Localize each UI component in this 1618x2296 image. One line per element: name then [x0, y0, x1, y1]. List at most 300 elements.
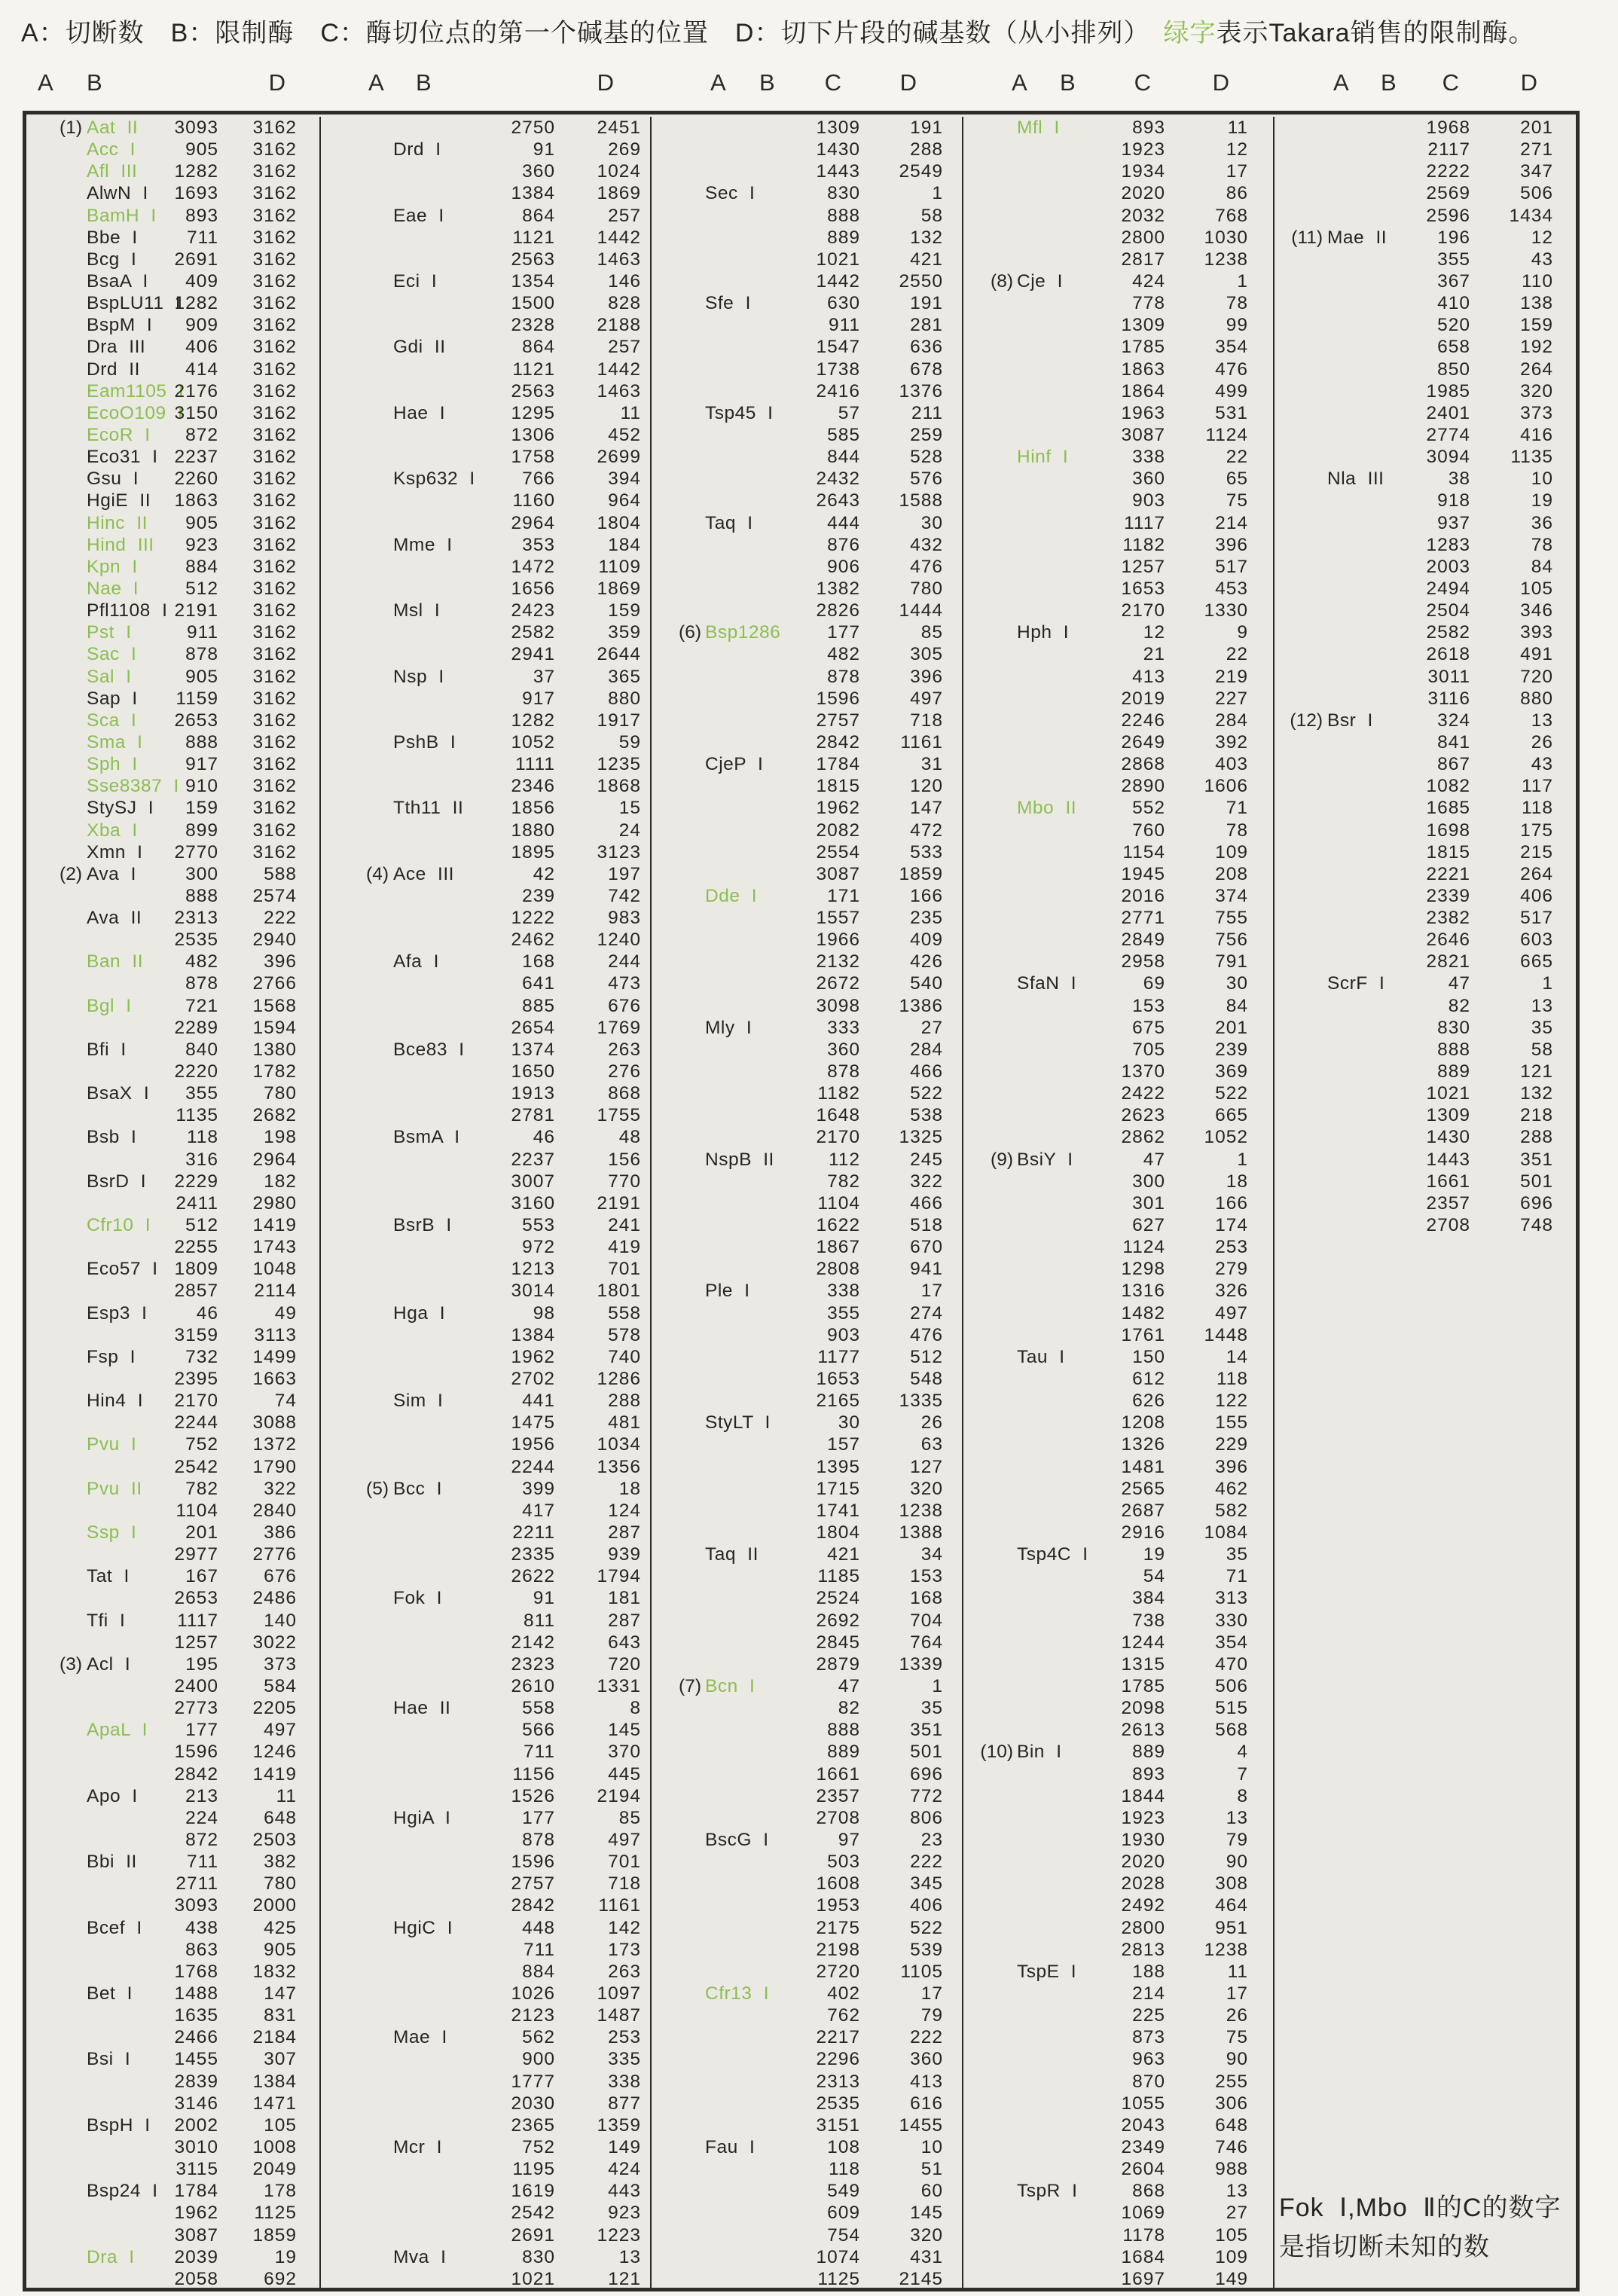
fragment-size: 241 — [608, 1215, 641, 1236]
fragment-size: 10 — [1531, 469, 1553, 490]
cut-position: 893 — [1132, 118, 1165, 138]
enzyme-row — [1275, 600, 1577, 621]
cut-position: 324 — [1437, 710, 1470, 731]
cut-position: 754 — [827, 2224, 860, 2246]
enzyme-name: Bsp24 I — [87, 2181, 158, 2202]
enzyme-name: BsaA I — [87, 270, 148, 292]
fragment-size: 643 — [608, 1632, 641, 1653]
cut-position: 2542 — [174, 1456, 218, 1477]
fragment-size: 696 — [910, 1763, 943, 1785]
fragment-size: 746 — [1215, 2136, 1248, 2157]
cut-position: 1124 — [1122, 1237, 1165, 1258]
fragment-size: 1238 — [899, 1500, 943, 1521]
cut-position: 2817 — [1121, 249, 1165, 270]
cut-position: 2842 — [816, 731, 860, 753]
enzyme-row — [321, 1565, 652, 1587]
fragment-size: 424 — [608, 2159, 641, 2180]
fragment-size: 1859 — [899, 863, 943, 884]
cut-position: 91 — [533, 139, 555, 160]
cut-position: 1815 — [816, 776, 860, 797]
enzyme-name: Nsp I — [393, 666, 444, 687]
cut-position: 909 — [185, 315, 218, 336]
fragment-size: 1246 — [252, 1742, 297, 1763]
enzyme-row — [321, 336, 652, 358]
fragment-size: 1794 — [597, 1566, 641, 1587]
cut-position: 1962 — [511, 1346, 555, 1367]
fragment-size: 124 — [608, 1500, 641, 1521]
enzyme-row — [963, 1829, 1275, 1851]
fragment-size: 17 — [1226, 161, 1248, 182]
enzyme-name: Eco31 I — [87, 447, 158, 468]
cut-position: 1785 — [1121, 1675, 1165, 1696]
enzyme-name: Drd I — [393, 139, 441, 160]
enzyme-name: Xmn I — [87, 841, 143, 863]
enzyme-row — [26, 1346, 319, 1368]
enzyme-name: Nae I — [87, 578, 139, 599]
enzyme-row — [321, 1763, 652, 1785]
enzyme-row — [26, 1785, 319, 1807]
cut-position: 1804 — [816, 1522, 860, 1543]
fragment-size: 770 — [608, 1171, 641, 1192]
enzyme-name: Hinc II — [87, 512, 148, 533]
fragment-size: 35 — [1226, 1544, 1248, 1565]
enzyme-name: Sal I — [87, 666, 132, 687]
fragment-size: 142 — [608, 1917, 641, 1938]
cut-position: 867 — [1437, 754, 1470, 775]
cut-position: 1844 — [1121, 1785, 1165, 1806]
fragment-size: 1782 — [252, 1061, 297, 1082]
fragment-size: 26 — [920, 1412, 943, 1433]
cut-position: 2857 — [174, 1281, 218, 1302]
cut-position: 42 — [533, 863, 555, 884]
fragment-size: 497 — [910, 688, 943, 709]
cut-position: 1430 — [816, 139, 860, 160]
cut-position: 1395 — [816, 1456, 860, 1477]
fragment-size: 1588 — [899, 490, 943, 511]
enzyme-row — [963, 1039, 1275, 1061]
cut-position: 2649 — [1121, 731, 1165, 753]
enzyme-row — [1275, 775, 1577, 797]
cut-position: 1596 — [816, 688, 860, 709]
enzyme-row — [321, 139, 652, 160]
cut-position: 3011 — [1427, 666, 1470, 687]
enzyme-row — [321, 1961, 652, 1983]
fragment-size: 2980 — [252, 1192, 297, 1214]
enzyme-row — [321, 1653, 652, 1675]
enzyme-row — [26, 160, 319, 182]
fragment-size: 548 — [910, 1369, 943, 1390]
fragment-size: 1356 — [597, 1456, 641, 1477]
enzyme-row — [1275, 1039, 1577, 1061]
cut-position: 872 — [185, 424, 218, 445]
fragment-size: 168 — [910, 1588, 943, 1609]
cut-position: 903 — [827, 1324, 860, 1345]
enzyme-row — [652, 688, 963, 710]
cut-position: 2244 — [511, 1456, 555, 1477]
cut-position: 905 — [185, 666, 218, 687]
cut-position: 893 — [1132, 1763, 1165, 1785]
cut-position: 2691 — [511, 2224, 555, 2246]
fragment-size: 10 — [920, 2136, 943, 2157]
fragment-size: 748 — [1520, 1215, 1553, 1236]
enzyme-name: Tth11 II — [393, 798, 464, 819]
fragment-size: 1 — [932, 183, 943, 204]
fragment-size: 3162 — [252, 622, 297, 643]
enzyme-row — [652, 1171, 963, 1192]
cut-position: 2618 — [1426, 644, 1470, 665]
enzyme-name: Bsr I — [1327, 710, 1373, 731]
fragment-size: 175 — [1520, 820, 1553, 841]
cut-position: 711 — [186, 1852, 218, 1873]
cut-position: 355 — [1437, 249, 1470, 270]
fragment-size: 227 — [1215, 688, 1248, 709]
enzyme-row — [26, 2224, 319, 2246]
enzyme-row — [652, 2004, 963, 2026]
cut-position: 2672 — [816, 973, 860, 994]
enzyme-row — [652, 1719, 963, 1741]
fragment-size: 3162 — [252, 556, 297, 577]
cut-position: 1653 — [1121, 578, 1165, 599]
fragment-size: 409 — [910, 930, 943, 951]
enzyme-row — [652, 468, 963, 490]
fragment-size: 1330 — [1204, 600, 1248, 621]
cut-position: 675 — [1132, 1017, 1165, 1038]
fragment-size: 347 — [1520, 161, 1553, 182]
cut-position: 1182 — [1122, 534, 1165, 555]
enzyme-row — [26, 688, 319, 710]
enzyme-row — [963, 1785, 1275, 1807]
fragment-size: 109 — [1215, 2246, 1248, 2267]
fragment-size: 369 — [1215, 1061, 1248, 1082]
cut-position: 214 — [1132, 1983, 1165, 2004]
fragment-size: 1455 — [899, 2114, 943, 2136]
enzyme-row — [321, 1412, 652, 1433]
enzyme-row — [26, 753, 319, 775]
fragment-size: 413 — [910, 2071, 943, 2092]
cut-position: 2563 — [511, 380, 555, 401]
cut-position: 868 — [1132, 2181, 1165, 2202]
fragment-size: 538 — [910, 1105, 943, 1126]
enzyme-row — [321, 1785, 652, 1807]
enzyme-row — [963, 1302, 1275, 1324]
cut-position: 1159 — [176, 688, 218, 709]
enzyme-row — [26, 1610, 319, 1632]
enzyme-name: Eco57 I — [87, 1259, 158, 1280]
fragment-size: 2766 — [252, 973, 297, 994]
cut-position: 3093 — [174, 118, 218, 138]
enzyme-row — [652, 270, 963, 292]
enzyme-name: Bfi I — [87, 1039, 127, 1060]
cut-position: 630 — [827, 293, 860, 314]
enzyme-row — [963, 249, 1275, 270]
fragment-size: 49 — [274, 1302, 297, 1324]
cut-position: 1430 — [1426, 1127, 1470, 1148]
enzyme-row — [26, 1851, 319, 1873]
cut-position: 1715 — [816, 1478, 860, 1499]
enzyme-row — [26, 1873, 319, 1895]
enzyme-row — [963, 1543, 1275, 1565]
header-d: D — [899, 69, 917, 96]
fragment-size: 149 — [1215, 2268, 1248, 2289]
cut-position: 963 — [1132, 2049, 1165, 2070]
cut-position: 2554 — [816, 841, 860, 863]
cut-position: 1315 — [1121, 1653, 1165, 1675]
cut-position: 2170 — [816, 1127, 860, 1148]
fragment-size: 43 — [1531, 249, 1553, 270]
fragment-size: 1335 — [899, 1391, 943, 1412]
enzyme-row — [321, 666, 652, 688]
cut-position: 46 — [533, 1127, 555, 1148]
fragment-size: 9 — [1237, 622, 1248, 643]
enzyme-row — [963, 1895, 1275, 1916]
enzyme-row — [321, 1104, 652, 1126]
fragment-size: 253 — [1215, 1237, 1248, 1258]
enzyme-name: Sec I — [705, 183, 756, 204]
enzyme-row — [1275, 753, 1577, 775]
enzyme-row — [652, 1697, 963, 1719]
cut-position: 2757 — [511, 1873, 555, 1895]
cut-position: 2043 — [1121, 2114, 1165, 2136]
enzyme-name: Hinf I — [1017, 447, 1069, 468]
enzyme-row — [652, 227, 963, 249]
enzyme-name: Gsu I — [87, 469, 139, 490]
enzyme-row — [26, 512, 319, 534]
cut-position: 91 — [533, 1588, 555, 1609]
cut-position: 870 — [1132, 2071, 1165, 2092]
cut-position: 410 — [1437, 293, 1470, 314]
cut-position: 2720 — [816, 1961, 860, 1982]
enzyme-row — [963, 1082, 1275, 1104]
fragment-size: 269 — [608, 139, 641, 160]
cut-position: 1547 — [816, 337, 860, 358]
enzyme-name: Drd II — [87, 359, 140, 380]
fragment-size: 284 — [1215, 710, 1248, 731]
enzyme-row — [652, 907, 963, 929]
fragment-size: 222 — [910, 2027, 943, 2048]
fragment-size: 678 — [910, 359, 943, 380]
cut-position: 201 — [185, 1522, 218, 1543]
cut-position: 2229 — [174, 1171, 218, 1192]
fragment-size: 443 — [608, 2181, 641, 2202]
fragment-size: 988 — [1215, 2159, 1248, 2180]
fragment-size: 86 — [1226, 183, 1248, 204]
fragment-size: 65 — [1226, 469, 1248, 490]
enzyme-row — [652, 1741, 963, 1763]
enzyme-name: Mae I — [393, 2027, 447, 2048]
enzyme-row — [652, 314, 963, 336]
fragment-size: 1124 — [1205, 424, 1248, 445]
enzyme-row — [26, 1104, 319, 1126]
enzyme-row — [321, 2224, 652, 2246]
cut-position: 1482 — [1121, 1302, 1165, 1324]
fragment-size: 1804 — [597, 512, 641, 533]
cut-position: 1195 — [512, 2159, 555, 2180]
cut-position: 711 — [186, 227, 218, 248]
header-c: C — [1442, 69, 1459, 96]
enzyme-row — [321, 600, 652, 621]
cut-position: 705 — [1132, 1039, 1165, 1060]
fragment-size: 58 — [920, 205, 943, 226]
enzyme-row — [321, 270, 652, 292]
enzyme-name: Taq I — [705, 512, 753, 533]
footnote — [1279, 2188, 1561, 2267]
cut-position: 3093 — [174, 1895, 218, 1916]
enzyme-name: Bcc I — [393, 1478, 442, 1499]
fragment-size: 208 — [1215, 863, 1248, 884]
cut-position: 3160 — [511, 1192, 555, 1214]
fragment-size: 522 — [910, 1917, 943, 1938]
enzyme-row — [963, 1149, 1275, 1171]
fragment-size: 84 — [1531, 556, 1553, 577]
enzyme-name: Eam1105 I — [87, 380, 185, 401]
cut-position: 1257 — [174, 1632, 218, 1653]
cut-position: 1082 — [1426, 776, 1470, 797]
fragment-size: 127 — [910, 1456, 943, 1477]
fragment-size: 476 — [910, 556, 943, 577]
fragment-size: 1008 — [252, 2136, 297, 2157]
fragment-size: 518 — [910, 1215, 943, 1236]
cut-position: 1693 — [174, 183, 218, 204]
enzyme-row — [1275, 1126, 1577, 1148]
fragment-size: 452 — [608, 424, 641, 445]
enzyme-name: Fsp I — [87, 1346, 136, 1367]
cut-position: 2032 — [1121, 205, 1165, 226]
cut-position: 2750 — [511, 118, 555, 138]
enzyme-row — [321, 1543, 652, 1565]
enzyme-row — [652, 446, 963, 468]
enzyme-row — [26, 885, 319, 907]
fragment-size: 1568 — [252, 995, 297, 1016]
fragment-size: 17 — [1226, 1983, 1248, 2004]
fragment-size: 1790 — [252, 1456, 297, 1477]
header-a: A — [710, 69, 726, 96]
cut-position: 2800 — [1121, 227, 1165, 248]
fragment-size: 1743 — [252, 1237, 297, 1258]
fragment-size: 263 — [608, 1961, 641, 1982]
fragment-size: 3162 — [252, 469, 297, 490]
enzyme-row — [652, 249, 963, 270]
fragment-size: 1 — [1237, 1149, 1248, 1170]
enzyme-row — [963, 139, 1275, 160]
enzyme-row — [963, 1280, 1275, 1302]
cut-position: 3150 — [174, 402, 218, 423]
fragment-size: 2964 — [252, 1149, 297, 1170]
enzyme-row — [963, 2071, 1275, 2093]
enzyme-row — [1275, 666, 1577, 688]
enzyme-row — [321, 1500, 652, 1522]
fragment-size: 146 — [608, 270, 641, 292]
fragment-size: 1339 — [899, 1653, 943, 1675]
cut-position: 1635 — [174, 2005, 218, 2026]
enzyme-row — [321, 2158, 652, 2180]
fragment-size: 149 — [608, 2136, 641, 2157]
fragment-size: 346 — [1520, 600, 1553, 621]
enzyme-row — [963, 1763, 1275, 1785]
fragment-size: 48 — [618, 1127, 641, 1148]
enzyme-row — [652, 1500, 963, 1522]
cut-position: 552 — [1132, 798, 1165, 819]
enzyme-name: Aat II — [87, 118, 139, 138]
enzyme-row — [321, 643, 652, 665]
fragment-size: 780 — [264, 1083, 297, 1104]
cut-position: 2845 — [816, 1632, 860, 1653]
cut-position: 424 — [1132, 270, 1165, 292]
enzyme-name: Bbi II — [87, 1852, 137, 1873]
cut-position: 1117 — [177, 1610, 218, 1631]
enzyme-name: Ava I — [87, 863, 136, 884]
enzyme-row — [1275, 621, 1577, 643]
enzyme-row — [1275, 139, 1577, 160]
enzyme-name: HgiE II — [87, 490, 151, 511]
enzyme-row — [652, 1017, 963, 1039]
cut-position: 2395 — [174, 1369, 218, 1390]
cut-position: 2977 — [174, 1544, 218, 1565]
enzyme-column-3 — [650, 117, 963, 2288]
enzyme-row — [963, 578, 1275, 600]
enzyme-row — [652, 1368, 963, 1390]
enzyme-name: Bcg I — [87, 249, 137, 270]
enzyme-row — [26, 1895, 319, 1916]
group-number: (4) — [366, 863, 389, 884]
cut-position: 1953 — [816, 1895, 860, 1916]
cut-position: 1306 — [511, 424, 555, 445]
enzyme-name: AlwN I — [87, 183, 148, 204]
cut-position: 2771 — [1121, 908, 1165, 929]
cut-position: 2563 — [511, 249, 555, 270]
enzyme-row — [1275, 359, 1577, 380]
fragment-size: 1869 — [597, 183, 641, 204]
cut-position: 937 — [1437, 512, 1470, 533]
enzyme-row — [26, 1961, 319, 1983]
cut-position: 2416 — [816, 380, 860, 401]
fragment-size: 182 — [264, 1171, 297, 1192]
fragment-size: 109 — [1215, 841, 1248, 863]
enzyme-name: Mme I — [393, 534, 453, 555]
cut-position: 2221 — [1426, 863, 1470, 884]
cut-position: 2890 — [1121, 776, 1165, 797]
cut-position: 1121 — [512, 227, 555, 248]
enzyme-row — [963, 1522, 1275, 1543]
fragment-size: 1594 — [252, 1017, 297, 1038]
fragment-size: 2000 — [252, 1895, 297, 1916]
fragment-size: 692 — [264, 2268, 297, 2289]
enzyme-row — [321, 1675, 652, 1697]
fragment-size: 253 — [608, 2027, 641, 2048]
cut-position: 195 — [185, 1653, 218, 1675]
fragment-size: 1419 — [252, 1763, 297, 1785]
fragment-size: 3022 — [252, 1632, 297, 1653]
enzyme-name: Mae II — [1327, 227, 1388, 248]
cut-position: 448 — [522, 1917, 555, 1938]
fragment-size: 1386 — [899, 995, 943, 1016]
cut-position: 177 — [185, 1720, 218, 1741]
enzyme-row — [1275, 424, 1577, 446]
cut-position: 762 — [827, 2005, 860, 2026]
fragment-size: 3162 — [252, 534, 297, 555]
enzyme-row — [963, 643, 1275, 665]
enzyme-name: Pfl1108 I — [87, 600, 168, 621]
fragment-size: 2114 — [254, 1281, 297, 1302]
fragment-size: 1325 — [899, 1127, 943, 1148]
cut-position: 1475 — [511, 1412, 555, 1433]
group-number: (2) — [60, 863, 82, 884]
enzyme-row — [652, 1433, 963, 1455]
enzyme-row — [26, 2268, 319, 2290]
group-number: (10) — [980, 1742, 1013, 1763]
enzyme-row — [1275, 907, 1577, 929]
fragment-size: 26 — [1226, 2005, 1248, 2026]
enzyme-name: SfaN I — [1017, 973, 1077, 994]
